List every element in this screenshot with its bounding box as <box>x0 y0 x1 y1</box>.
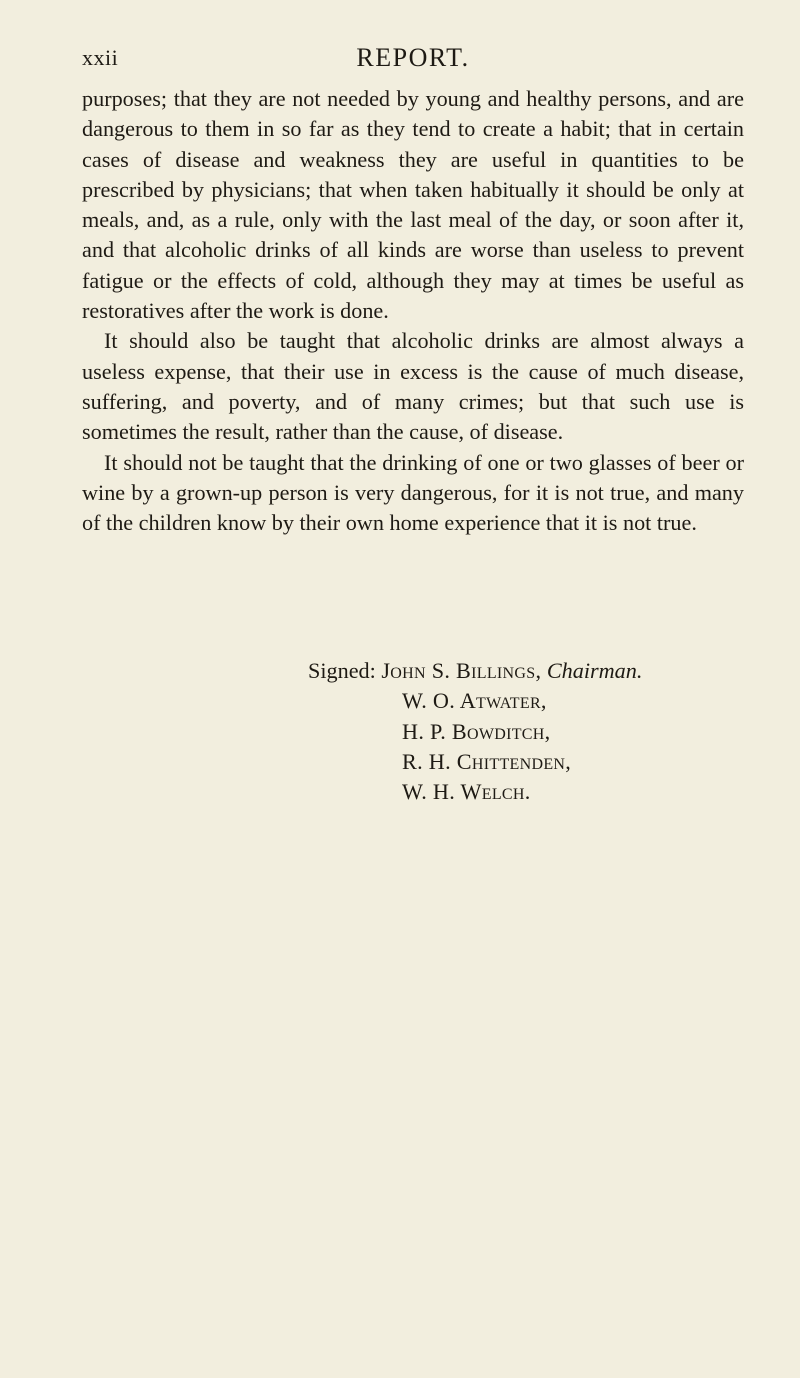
page-number: xxii <box>82 45 119 70</box>
paragraph: It should also be taught that alcoholic drinks are almost always a useless expense, that their use in excess is the cause of much disease, suffering, and poverty, and of many crimes; but that such use is sometimes the result, rather than the cause, of disease. <box>82 328 744 445</box>
signature-line <box>308 686 748 716</box>
signature-line <box>308 747 748 777</box>
signer-name: W. O. Atwater, <box>402 688 547 714</box>
signer-name: H. P. Bowditch, <box>402 718 551 744</box>
signer-role: Chairman. <box>546 658 643 683</box>
signer-name: R. H. Chittenden, <box>402 748 572 774</box>
body-text <box>82 84 744 538</box>
signature-line <box>308 656 748 686</box>
paragraph: It should not be taught that the drinking of one or two glasses of beer or wine by a grown-up person is very dangerous, for it is not true, and many of the children know by their own home experience that it is not true. <box>82 449 744 536</box>
signer-name: W. H. Welch. <box>402 779 531 805</box>
signature-line <box>308 717 748 747</box>
running-head <box>82 40 744 76</box>
signer-name: John S. Billings, <box>381 658 542 683</box>
signature-block <box>308 656 748 807</box>
paragraph-continuation: purposes; that they are not needed by young and healthy persons, and are dangerous to them in so far as they tend to create a habit; that in certain cases of disease and weakness they are useful in quantities to be prescribed by physicians; that when taken habitually it should be only at meals, and, as a rule, only with the last meal of the day, or soon after it, and that alcoholic drinks of all kinds are worse than useless to prevent fatigue or the effects of cold, although they may at times be useful as restoratives after the work is done. <box>82 86 744 324</box>
signature-line <box>308 777 748 807</box>
running-title: REPORT. <box>356 43 470 72</box>
signed-label: Signed: <box>308 658 376 683</box>
